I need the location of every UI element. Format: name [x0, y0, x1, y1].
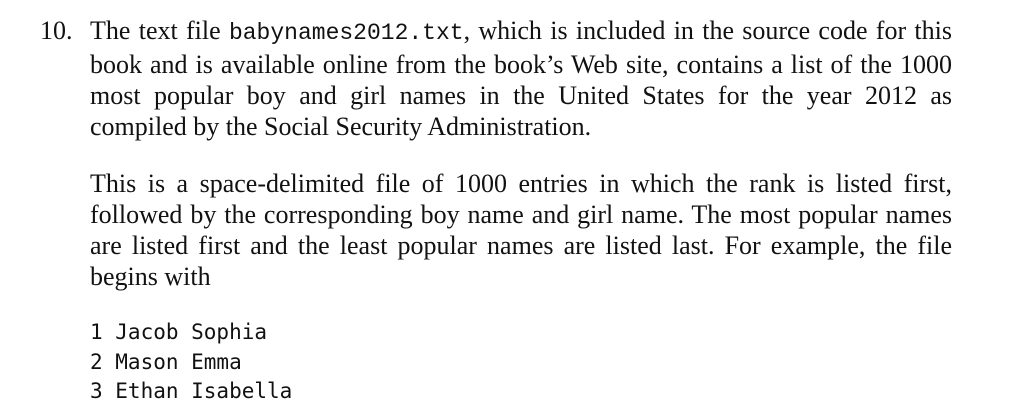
code-line: 2 Mason Emma	[90, 349, 242, 374]
code-line: 1 Jacob Sophia	[90, 320, 268, 344]
code-sample-block	[90, 318, 292, 407]
exercise-paragraph-2: This is a space-delimited file of 1000 entries in which the rank is listed first, followed by the corresponding boy name and girl name. The most popular names are listed first and the least popular names are listed last. For example, the file begins with	[90, 169, 952, 291]
exercise-paragraph-1	[90, 15, 952, 142]
code-line: 3 Ethan Isabella	[90, 379, 293, 403]
paragraph-1-text-start: The text file	[90, 16, 229, 45]
exercise-number: 10.	[40, 16, 73, 45]
inline-code-filename: babynames2012.txt	[228, 20, 464, 46]
paragraph-1-text-end: , which is included in the source code for this book and is available online from the book’s Web site, contains a list of the 1000 most popular boy and girl names in the United States for the year 2012 as compiled by the Social Security Administration.	[90, 16, 952, 141]
